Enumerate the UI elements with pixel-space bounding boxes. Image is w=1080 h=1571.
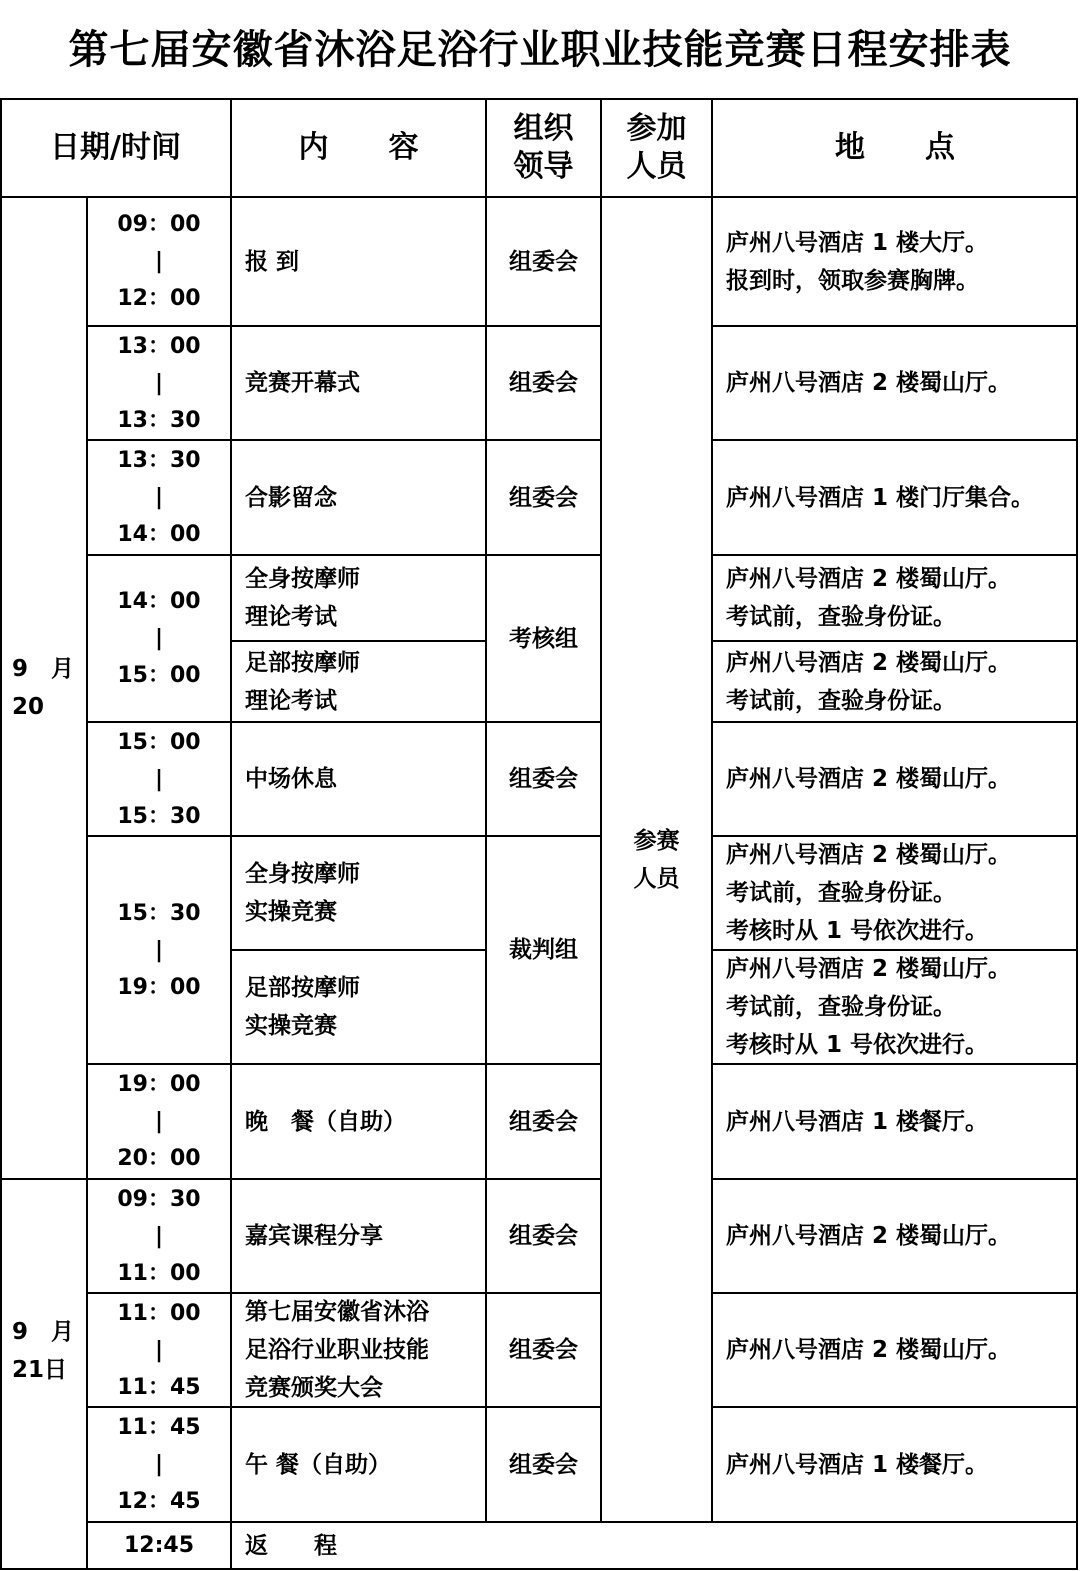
- header-attendees: [601, 99, 712, 197]
- time-cell: [87, 1064, 231, 1179]
- row-divider: [712, 1063, 1078, 1065]
- time-cell-line: |: [154, 249, 164, 274]
- leader-cell: [486, 440, 601, 555]
- leader-cell-line: 组委会: [509, 1223, 578, 1249]
- header-leader-line: 领导: [513, 149, 574, 184]
- content-cell-line: 中场休息: [245, 766, 337, 792]
- row-divider: [712, 325, 1078, 327]
- grid-line: [711, 99, 713, 197]
- leader-cell-line: 组委会: [509, 370, 578, 396]
- row-divider: [87, 1063, 601, 1065]
- location-cell-line: 考试前，查验身份证。: [726, 880, 956, 906]
- table-border: [0, 98, 1078, 100]
- location-cell-line: 庐州八号酒店 2 楼蜀山厅。: [726, 649, 1012, 676]
- location-cell-line: 庐州八号酒店 1 楼餐厅。: [726, 1451, 989, 1478]
- row-divider: [87, 1406, 601, 1408]
- attendees-cell-line: 人员: [633, 865, 680, 892]
- content-cell: [231, 1407, 486, 1522]
- location-cell-line: 庐州八号酒店 2 楼蜀山厅。: [726, 1223, 1012, 1249]
- header-attendees-line: 人员: [626, 149, 687, 184]
- row-divider: [87, 554, 601, 556]
- leader-cell: [486, 555, 601, 722]
- leader-cell-line: 裁判组: [509, 937, 578, 963]
- content-cell-line: 晚 餐（自助）: [245, 1108, 406, 1135]
- location-cell-line: 考核时从 1 号依次进行。: [726, 918, 989, 944]
- time-cell: [87, 555, 231, 722]
- time-cell: [87, 1522, 231, 1569]
- table-border: [0, 1522, 2, 1569]
- leader-cell-line: 组委会: [509, 1108, 578, 1135]
- content-cell-line: 第七届安徽省沐浴: [245, 1299, 429, 1325]
- day-cell-line: 21日: [12, 1356, 68, 1383]
- time-cell-line: |: [154, 1109, 164, 1134]
- time-cell-line: 13：00: [117, 333, 201, 359]
- location-cell-line: 考试前，查验身份证。: [726, 687, 956, 714]
- time-cell-line: 09：30: [117, 1186, 201, 1212]
- location-cell: [712, 1064, 1078, 1179]
- content-cell: [231, 950, 486, 1064]
- time-cell-line: 15：30: [117, 803, 201, 829]
- location-cell: [712, 641, 1078, 722]
- row-divider: [87, 721, 601, 723]
- content-cell-line: 嘉宾课程分享: [245, 1223, 383, 1249]
- leader-cell: [486, 1064, 601, 1179]
- grid-line: [230, 99, 232, 197]
- time-cell-line: 20：00: [117, 1146, 201, 1171]
- time-cell-line: 19：00: [117, 974, 201, 1000]
- location-cell-line: 庐州八号酒店 1 楼大厅。: [726, 229, 989, 256]
- grid-line: [86, 197, 88, 1569]
- time-cell-line: 15：00: [117, 729, 201, 755]
- day-cell: [0, 197, 87, 1179]
- location-cell-line: 考试前，查验身份证。: [726, 994, 956, 1020]
- location-cell: [712, 1407, 1078, 1522]
- content-cell-line: 返 程: [245, 1532, 337, 1559]
- time-cell-line: 11：45: [117, 1374, 201, 1400]
- time-cell-line: 19：00: [117, 1072, 201, 1097]
- grid-line: [230, 197, 232, 1569]
- content-cell: [231, 641, 486, 722]
- location-cell-line: 庐州八号酒店 2 楼蜀山厅。: [726, 842, 1012, 868]
- content-cell: [231, 1179, 486, 1293]
- leader-cell: [486, 1179, 601, 1293]
- time-cell: [87, 1293, 231, 1407]
- time-cell: [87, 440, 231, 555]
- time-cell: [87, 1179, 231, 1293]
- location-cell-line: 报到时，领取参赛胸牌。: [726, 267, 979, 294]
- attendees-cell: [601, 197, 712, 1522]
- content-cell-line: 全身按摩师: [245, 566, 360, 592]
- location-cell-line: 庐州八号酒店 2 楼蜀山厅。: [726, 566, 1012, 592]
- content-cell-line: 竞赛颁奖大会: [245, 1375, 383, 1401]
- header-location: [712, 99, 1078, 197]
- row-divider: [87, 835, 601, 837]
- content-cell: [231, 197, 486, 326]
- row-divider: [87, 1292, 601, 1294]
- content-cell-line: 理论考试: [245, 687, 337, 714]
- header-leader-line: 组织: [513, 111, 574, 146]
- content-cell: [231, 722, 486, 836]
- content-cell: [231, 1522, 1078, 1569]
- time-cell-line: 14：00: [117, 589, 201, 614]
- day-cell-line: 9 月: [12, 656, 75, 682]
- row-divider: [87, 439, 601, 441]
- leader-cell: [486, 836, 601, 1064]
- row-divider: [712, 1406, 1078, 1408]
- content-cell-line: 实操竞赛: [245, 899, 337, 925]
- grid-line: [0, 196, 1078, 198]
- day-cell-line: 9 月: [12, 1318, 75, 1345]
- grid-line: [485, 197, 487, 1522]
- leader-cell-line: 考核组: [509, 625, 578, 652]
- grid-line: [600, 99, 602, 197]
- location-cell-line: 庐州八号酒店 2 楼蜀山厅。: [726, 766, 1012, 792]
- time-cell-line: 13：30: [117, 448, 201, 473]
- header-datetime: [0, 99, 231, 197]
- location-cell-line: 庐州八号酒店 2 楼蜀山厅。: [726, 1337, 1012, 1363]
- content-cell-line: 全身按摩师: [245, 861, 360, 887]
- time-cell-line: |: [154, 1337, 164, 1363]
- content-cell-line: 合影留念: [245, 484, 337, 511]
- time-cell: [87, 1407, 231, 1522]
- time-cell-line: |: [154, 937, 164, 963]
- time-cell-line: 12：00: [117, 286, 201, 311]
- content-cell-line: 足浴行业职业技能: [245, 1337, 429, 1363]
- schedule-table: [0, 99, 1078, 1569]
- row-divider: [712, 721, 1078, 723]
- time-cell-line: |: [154, 485, 164, 510]
- attendees-cell-line: 参赛: [633, 827, 680, 854]
- leader-cell-line: 组委会: [509, 1451, 578, 1478]
- time-cell: [87, 197, 231, 326]
- time-cell-line: 13：30: [117, 407, 201, 433]
- content-cell-line: 实操竞赛: [245, 1013, 337, 1039]
- day-cell: [0, 1179, 87, 1522]
- leader-cell: [486, 1407, 601, 1522]
- time-cell: [87, 836, 231, 1064]
- location-cell: [712, 197, 1078, 326]
- location-cell: [712, 836, 1078, 950]
- row-divider: [712, 835, 1078, 837]
- time-cell: [87, 326, 231, 440]
- time-cell-line: 15：30: [117, 900, 201, 926]
- row-divider: [712, 640, 1078, 642]
- header-datetime-line: 日期/时间: [50, 130, 181, 165]
- table-border: [0, 99, 2, 1522]
- grid-line: [711, 197, 713, 1522]
- grid-line: [485, 99, 487, 197]
- content-cell-line: 报 到: [245, 248, 300, 275]
- grid-line: [600, 197, 602, 1522]
- row-divider: [712, 949, 1078, 951]
- content-cell: [231, 440, 486, 555]
- time-cell-line: |: [154, 1223, 164, 1249]
- time-cell-line: 15：00: [117, 663, 201, 688]
- time-cell-line: 12:45: [123, 1533, 195, 1558]
- leader-cell: [486, 197, 601, 326]
- time-cell-line: 14：00: [117, 522, 201, 547]
- time-cell-line: 09：00: [117, 212, 201, 237]
- time-cell-line: |: [154, 626, 164, 651]
- location-cell-line: 庐州八号酒店 2 楼蜀山厅。: [726, 370, 1012, 396]
- time-cell-line: 11：00: [117, 1260, 201, 1286]
- content-cell-line: 足部按摩师: [245, 975, 360, 1001]
- row-divider: [712, 1178, 1078, 1180]
- content-cell: [231, 555, 486, 641]
- header-leader: [486, 99, 601, 197]
- location-cell: [712, 950, 1078, 1064]
- location-cell: [712, 1179, 1078, 1293]
- day-cell-line: 20: [12, 694, 45, 720]
- header-content: [231, 99, 486, 197]
- location-cell: [712, 1293, 1078, 1407]
- row-divider: [0, 1178, 601, 1180]
- content-cell-line: 理论考试: [245, 604, 337, 630]
- time-cell-line: |: [154, 1452, 164, 1477]
- location-cell-line: 考核时从 1 号依次进行。: [726, 1032, 989, 1058]
- location-cell-line: 考试前，查验身份证。: [726, 604, 956, 630]
- time-cell-line: 11：00: [117, 1300, 201, 1326]
- time-cell-line: 12：45: [117, 1489, 201, 1514]
- location-cell: [712, 722, 1078, 836]
- row-divider: [87, 1521, 1078, 1523]
- row-divider: [231, 640, 486, 642]
- time-cell-line: 11：45: [117, 1415, 201, 1440]
- content-cell-line: 足部按摩师: [245, 649, 360, 676]
- time-cell-line: |: [154, 766, 164, 792]
- content-cell-line: 竞赛开幕式: [245, 370, 360, 396]
- leader-cell-line: 组委会: [509, 484, 578, 511]
- location-cell: [712, 440, 1078, 555]
- header-content-line: 内 容: [298, 130, 419, 165]
- content-cell: [231, 326, 486, 440]
- leader-cell-line: 组委会: [509, 766, 578, 792]
- content-cell-line: 午 餐（自助）: [245, 1451, 392, 1478]
- row-divider: [712, 554, 1078, 556]
- location-cell-line: 庐州八号酒店 1 楼餐厅。: [726, 1108, 989, 1135]
- leader-cell-line: 组委会: [509, 1337, 578, 1363]
- row-divider: [712, 439, 1078, 441]
- leader-cell-line: 组委会: [509, 248, 578, 275]
- leader-cell: [486, 722, 601, 836]
- leader-cell: [486, 1293, 601, 1407]
- location-cell: [712, 326, 1078, 440]
- row-divider: [87, 325, 601, 327]
- content-cell: [231, 1293, 486, 1407]
- location-cell-line: 庐州八号酒店 1 楼门厅集合。: [726, 484, 1035, 511]
- row-divider: [231, 949, 486, 951]
- row-divider: [712, 1292, 1078, 1294]
- location-cell-line: 庐州八号酒店 2 楼蜀山厅。: [726, 956, 1012, 982]
- page-title: 第七届安徽省沐浴足浴行业职业技能竞赛日程安排表: [68, 27, 1012, 73]
- content-cell: [231, 1064, 486, 1179]
- header-location-line: 地 点: [835, 130, 955, 165]
- leader-cell: [486, 326, 601, 440]
- time-cell: [87, 722, 231, 836]
- location-cell: [712, 555, 1078, 641]
- header-attendees-line: 参加: [626, 111, 687, 146]
- table-border: [0, 1568, 1078, 1570]
- table-border: [1076, 99, 1078, 1569]
- content-cell: [231, 836, 486, 950]
- time-cell-line: |: [154, 370, 164, 396]
